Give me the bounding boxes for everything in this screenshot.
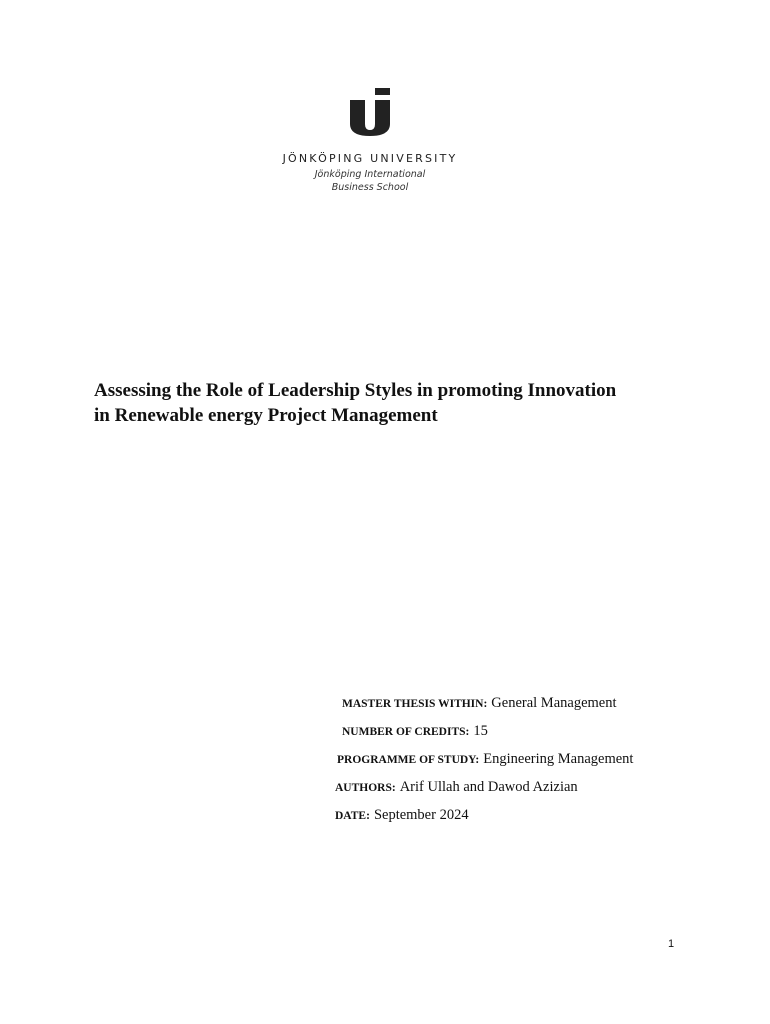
page-number: 1 xyxy=(668,938,675,950)
school-name-line-2: Business School xyxy=(331,182,409,193)
programme-label: PROGRAMME OF STUDY: xyxy=(337,754,480,766)
date-value: September 2024 xyxy=(373,807,469,823)
authors-row xyxy=(335,778,578,796)
authors-label: AUTHORS: xyxy=(335,782,396,794)
credits-value: 15 xyxy=(473,723,488,739)
university-ju-logo-icon xyxy=(348,84,392,136)
date-row xyxy=(335,806,469,824)
credits-label: NUMBER OF CREDITS: xyxy=(342,726,470,738)
thesis-subject-value: General Management xyxy=(491,695,617,711)
programme-row xyxy=(337,750,633,768)
thesis-subject-label: MASTER THESIS WITHIN: xyxy=(342,698,488,710)
school-name-line-1: Jönköping International xyxy=(314,169,426,180)
university-name: JÖNKÖPING UNIVERSITY xyxy=(282,152,458,165)
authors-value: Arif Ullah and Dawod Azizian xyxy=(399,779,578,795)
programme-value: Engineering Management xyxy=(483,751,634,767)
thesis-subject-row xyxy=(342,694,617,712)
date-label: DATE: xyxy=(335,810,370,822)
university-logo xyxy=(260,84,480,194)
thesis-title-line-1: Assessing the Role of Leadership Styles in promoting Innovation xyxy=(94,380,617,401)
thesis-title-line-2: in Renewable energy Project Management xyxy=(94,405,438,426)
credits-row xyxy=(342,722,488,740)
thesis-title xyxy=(94,378,694,428)
